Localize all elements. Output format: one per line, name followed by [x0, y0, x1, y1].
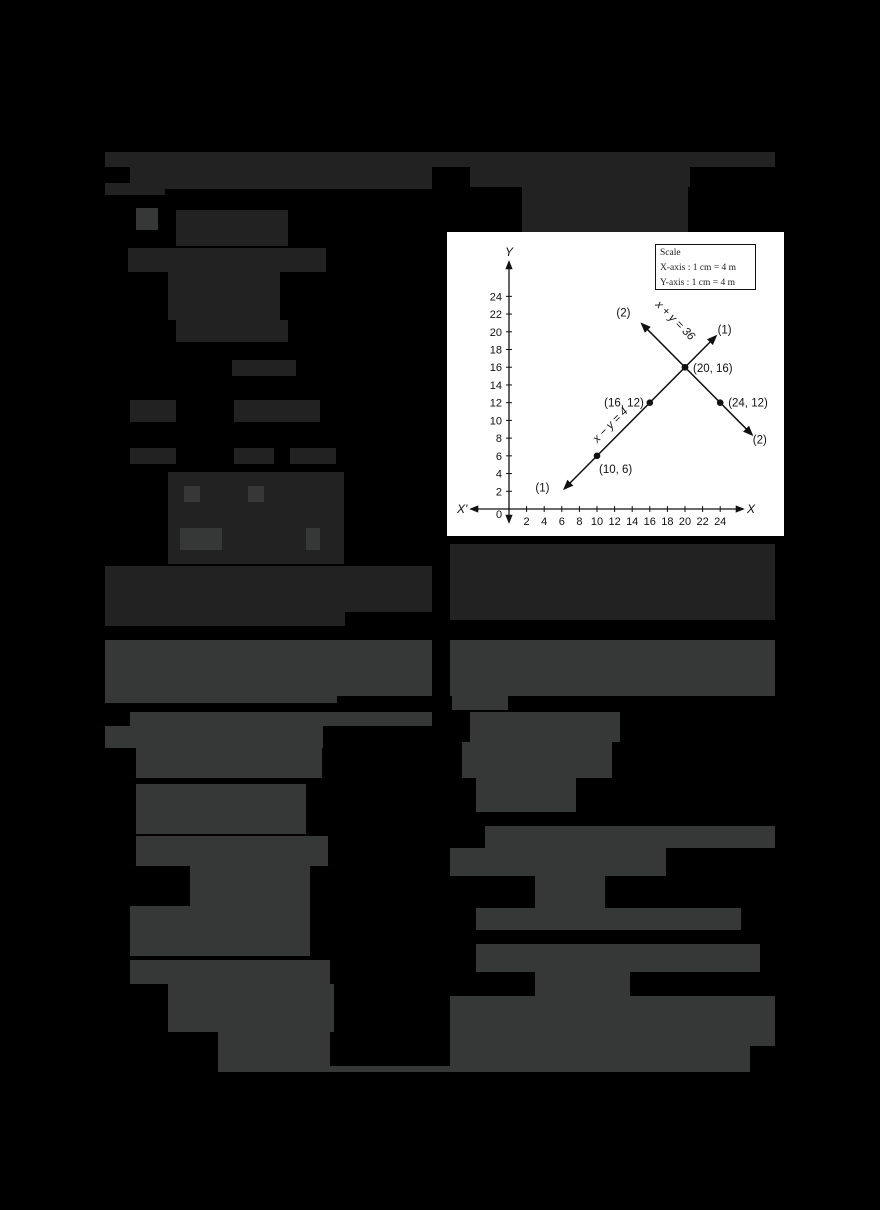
redacted-line [330, 1066, 750, 1072]
equation-line-1 [564, 336, 715, 488]
y-tick-label: 10 [489, 415, 502, 428]
redacted-table [522, 187, 688, 232]
data-point [594, 453, 601, 460]
redacted-block [234, 400, 320, 422]
y-tick-label: 20 [489, 326, 502, 339]
x-tick-label: 2 [523, 516, 530, 528]
annotation-label: (1) [717, 324, 732, 337]
redacted-paragraph [450, 996, 775, 1046]
y-axis-label: Y [505, 245, 514, 259]
redacted-block [234, 448, 274, 464]
graph-figure [447, 232, 784, 536]
x-tick-label: 6 [558, 516, 565, 528]
data-point [717, 399, 724, 406]
redacted-block [535, 876, 605, 908]
redacted-table [168, 984, 334, 1032]
redacted-paragraph [450, 544, 775, 620]
redacted-block [535, 972, 630, 996]
annotation-label: (1) [535, 482, 550, 495]
redacted-paragraph [105, 726, 323, 748]
y-tick-label: 22 [489, 309, 502, 322]
point-labels [535, 298, 768, 494]
redacted-paragraph [105, 695, 337, 703]
y-tick-label: 8 [495, 433, 502, 446]
x-tick-label: 24 [714, 516, 727, 528]
redacted-paragraph [476, 908, 741, 930]
redacted-block [470, 167, 690, 187]
redacted-paragraph [450, 640, 775, 696]
point-label: (10, 6) [599, 463, 633, 476]
redacted-block [136, 836, 328, 866]
annotation-label: (2) [752, 434, 767, 447]
redacted-block [176, 210, 288, 246]
x-tick-label: 16 [643, 516, 656, 528]
x-tick-label: 8 [576, 516, 583, 528]
y-tick-label: 2 [495, 486, 502, 499]
x-tick-label: 22 [696, 516, 709, 528]
x-tick-label: 14 [626, 516, 639, 528]
y-tick-label: 16 [489, 362, 502, 375]
point-label: (24, 12) [728, 397, 768, 410]
y-tick-label: 6 [495, 450, 502, 463]
redacted-paragraph [476, 944, 760, 972]
redacted-block [184, 486, 200, 502]
data-point [682, 364, 689, 371]
redacted-block [180, 528, 222, 550]
redacted-block [130, 167, 432, 189]
y-tick-label: 24 [489, 291, 502, 304]
redacted-paragraph [105, 610, 345, 626]
redacted-paragraph [485, 826, 775, 848]
origin-label: 0 [496, 509, 503, 521]
equation-line-2 [642, 324, 752, 435]
redacted-block [248, 486, 264, 502]
annotation-label: x − y = 4 [590, 405, 631, 446]
x-tick-label: 12 [608, 516, 621, 528]
x-neg-axis-label: X' [457, 502, 468, 516]
redacted-block [105, 183, 165, 195]
redacted-paragraph [130, 712, 432, 726]
redacted-block [136, 208, 158, 230]
redacted-block [128, 248, 326, 272]
x-tick-label: 18 [661, 516, 674, 528]
y-tick-label: 14 [489, 379, 502, 392]
redacted-block [136, 748, 322, 778]
x-tick-label: 4 [541, 516, 548, 528]
scale-title: Scale [660, 248, 681, 258]
redacted-paragraph [450, 1046, 750, 1066]
x-axis-label: X [747, 502, 756, 516]
scale-x-axis: X-axis : 1 cm = 4 m [660, 263, 737, 273]
x-tick-label: 10 [590, 516, 604, 528]
redacted-block [168, 272, 280, 320]
data-point [647, 399, 654, 406]
redacted-block [232, 360, 296, 376]
redacted-block [130, 906, 310, 956]
redacted-block [176, 320, 288, 342]
y-tick-label: 4 [495, 468, 502, 481]
x-tick-label: 20 [678, 516, 692, 528]
redacted-block [306, 528, 320, 550]
annotation-label: x + y = 36 [652, 298, 697, 343]
scale-y-axis: Y-axis : 1 cm = 4 m [660, 278, 736, 288]
redacted-block [470, 712, 620, 742]
point-label: (20, 16) [693, 363, 733, 376]
y-tick-label: 12 [489, 397, 502, 410]
redacted-block [130, 400, 176, 422]
redacted-block [190, 866, 310, 906]
redacted-block [105, 152, 775, 167]
redacted-block [130, 448, 176, 464]
redacted-block [462, 742, 612, 778]
redacted-paragraph [105, 566, 432, 612]
redacted-paragraph [450, 848, 666, 876]
scale-legend-box [655, 244, 756, 290]
annotation-label: (2) [616, 307, 631, 320]
redacted-paragraph [452, 696, 508, 710]
redacted-block [136, 784, 306, 834]
equation-lines [564, 324, 751, 489]
y-tick-label: 18 [489, 344, 502, 357]
redacted-paragraph [105, 640, 432, 696]
redacted-block [218, 1032, 330, 1072]
point-label: (16, 12) [604, 397, 644, 410]
redacted-block [130, 960, 330, 984]
redacted-block [290, 448, 336, 464]
redacted-block [476, 778, 576, 812]
